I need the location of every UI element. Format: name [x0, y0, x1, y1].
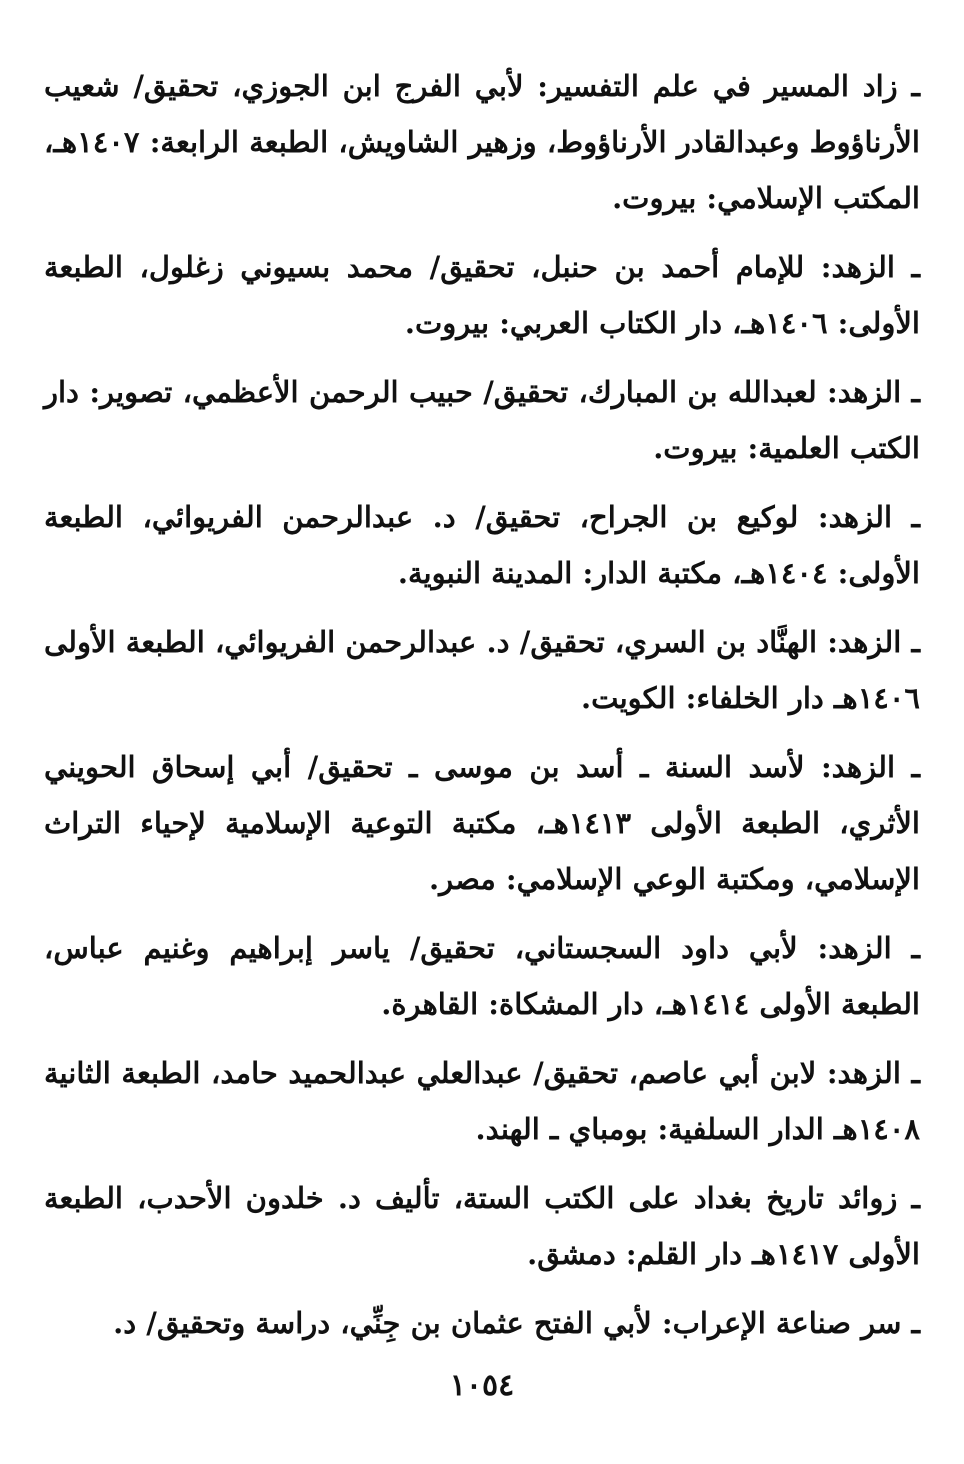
bibliography-entry: ـ الزهد: للإمام أحمد بن حنبل، تحقيق/ محمد بسيوني زغلول، الطبعة الأولى: ١٤٠٦هـ، دار الكتاب العربي: بيروت.: [44, 250, 920, 340]
bibliography-entry: ـ سر صناعة الإعراب: لأبي الفتح عثمان بن جِنِّي، دراسة وتحقيق/ د.: [113, 1306, 920, 1340]
bibliography-entry: ـ زوائد تاريخ بغداد على الكتب الستة، تأليف د. خلدون الأحدب، الطبعة الأولى ١٤١٧هـ دار القلم: دمشق.: [44, 1181, 920, 1271]
bibliography-entry: ـ الزهد: لأبي داود السجستاني، تحقيق/ ياسر إبراهيم وغنيم عباس، الطبعة الأولى ١٤١٤هـ، دار المشكاة: القاهرة.: [44, 931, 920, 1021]
bibliography-entry: ـ الزهد: لعبدالله بن المبارك، تحقيق/ حبيب الرحمن الأعظمي، تصوير: دار الكتب العلمية: بيروت.: [44, 375, 920, 465]
bibliography-entry: ـ الزهد: لأسد السنة ـ أسد بن موسى ـ تحقيق/ أبي إسحاق الحويني الأثري، الطبعة الأولى ١٤١٣هـ، مكتبة التوعية الإسلامية لإحياء التراث الإسلامي، ومكتبة الوعي الإسلامي: مصر.: [44, 750, 920, 896]
page-number: ١٠٥٤: [449, 1368, 515, 1403]
bibliography-entry: ـ الزهد: الهنَّاد بن السري، تحقيق/ د. عبدالرحمن الفريوائي، الطبعة الأولى ١٤٠٦هـ دار الخلفاء: الكويت.: [44, 625, 920, 715]
bibliography-page: [44, 58, 920, 1351]
bibliography-entry: ـ زاد المسير في علم التفسير: لأبي الفرج ابن الجوزي، تحقيق/ شعيب الأرناؤوط وعبدالقادر الأرناؤوط، وزهير الشاويش، الطبعة الرابعة: ١٤٠٧هـ، المكتب الإسلامي: بيروت.: [44, 69, 920, 215]
bibliography-entry: ـ الزهد: لابن أبي عاصم، تحقيق/ عبدالعلي عبدالحميد حامد، الطبعة الثانية ١٤٠٨هـ الدار السلفية: بومباي ـ الهند.: [44, 1056, 920, 1146]
bibliography-entry: ـ الزهد: لوكيع بن الجراح، تحقيق/ د. عبدالرحمن الفريوائي، الطبعة الأولى: ١٤٠٤هـ، مكتبة الدار: المدينة النبوية.: [44, 500, 920, 590]
